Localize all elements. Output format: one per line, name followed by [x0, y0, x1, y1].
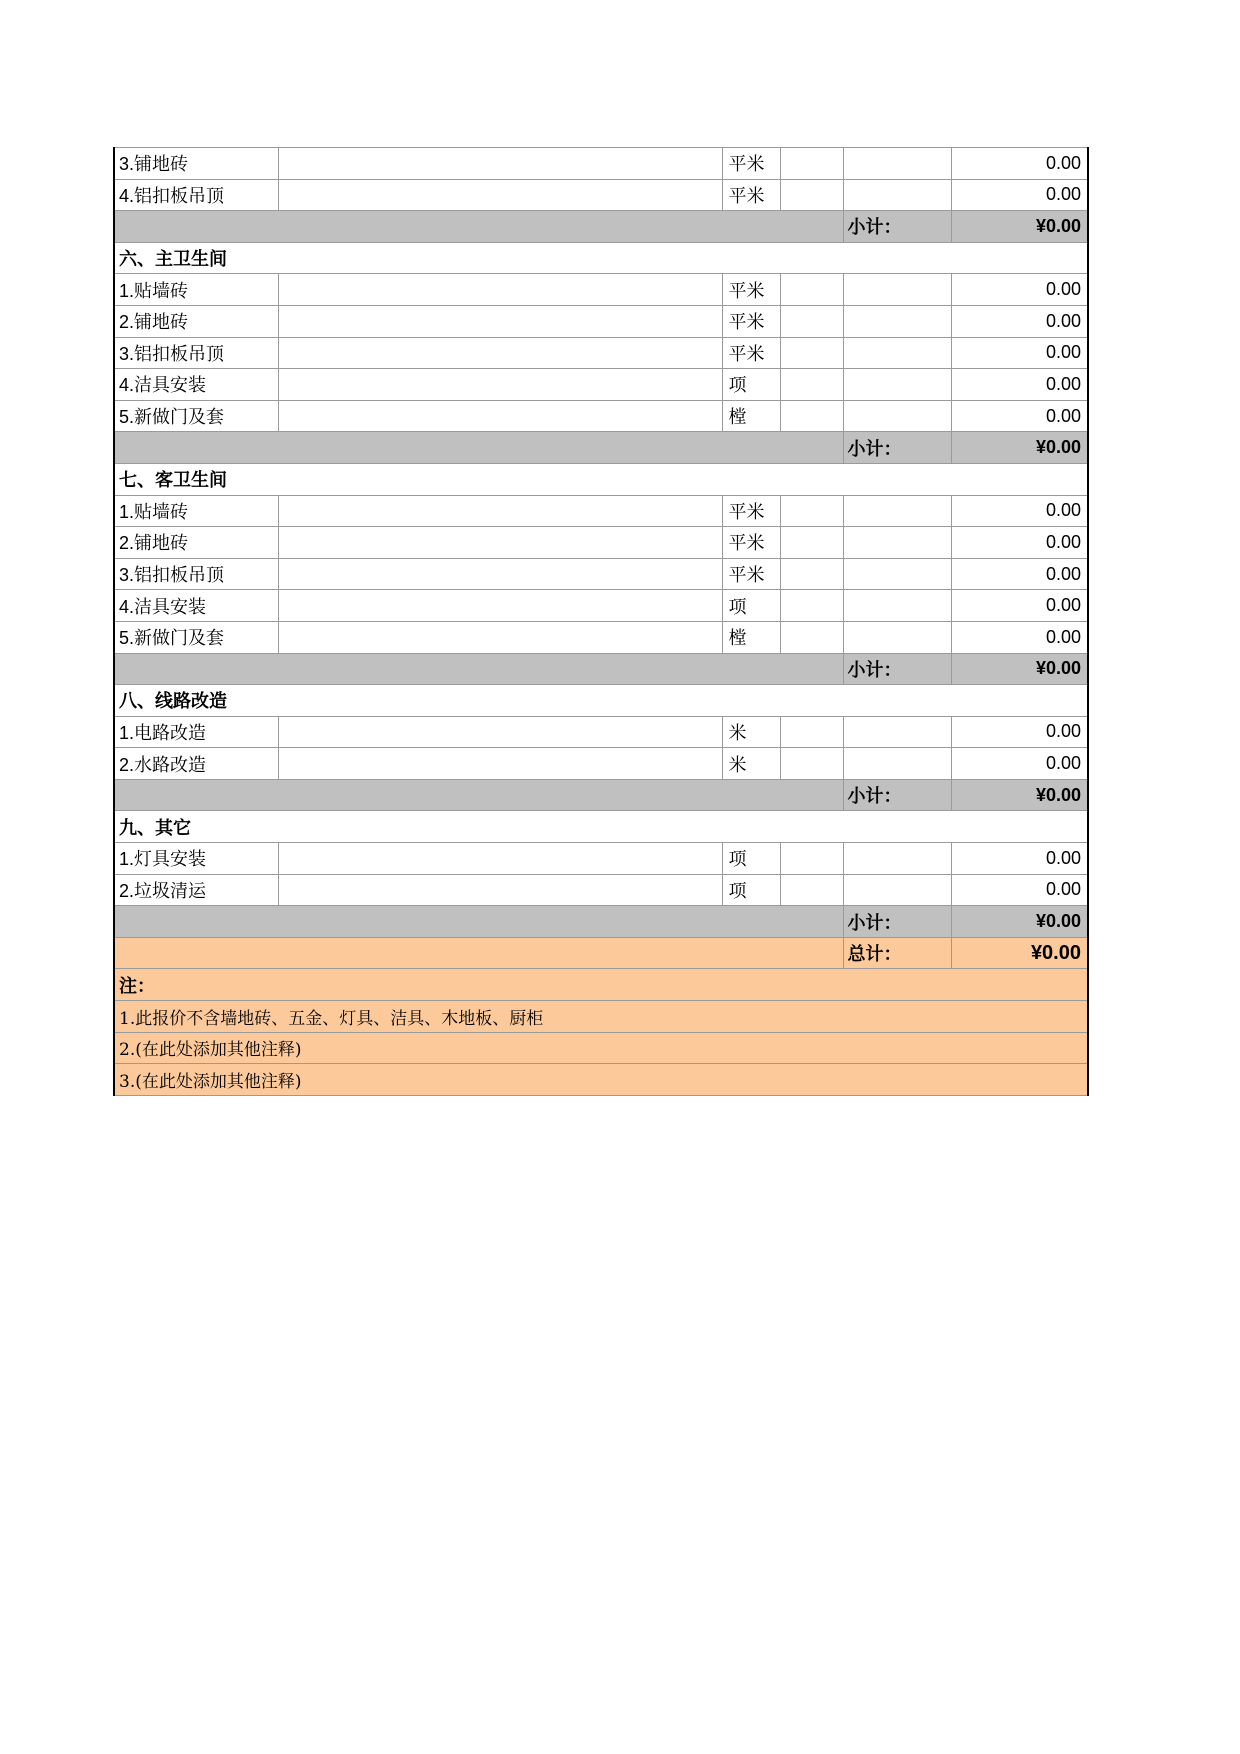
total-label: 总计：	[843, 937, 951, 969]
subtotal-amount[interactable]: ¥0.00	[951, 211, 1088, 243]
item-amount-cell[interactable]: 0.00	[951, 148, 1088, 180]
item-spec-cell[interactable]	[278, 305, 722, 337]
subtotal-row	[114, 906, 1088, 938]
section-title: 九、其它	[114, 811, 1088, 843]
subtotal-row	[114, 432, 1088, 464]
item-name-cell[interactable]: 4.洁具安装	[114, 590, 278, 622]
table-row	[114, 369, 1088, 401]
item-amount-cell[interactable]: 0.00	[951, 590, 1088, 622]
item-quantity-cell[interactable]	[780, 369, 843, 401]
item-quantity-cell[interactable]	[780, 495, 843, 527]
item-name-cell[interactable]: 1.贴墙砖	[114, 495, 278, 527]
item-quantity-cell[interactable]	[780, 179, 843, 211]
total-spacer	[114, 937, 843, 969]
table-row	[114, 590, 1088, 622]
item-unit-cell[interactable]: 平米	[722, 274, 780, 306]
item-price-cell[interactable]	[843, 148, 951, 180]
item-unit-cell[interactable]: 项	[722, 843, 780, 875]
subtotal-spacer	[114, 779, 843, 811]
subtotal-row	[114, 779, 1088, 811]
item-name-cell[interactable]: 2.水路改造	[114, 748, 278, 780]
subtotal-amount[interactable]: ¥0.00	[951, 906, 1088, 938]
item-name-cell[interactable]: 2.垃圾清运	[114, 874, 278, 906]
quotation-table	[113, 147, 1089, 1096]
table-row	[114, 748, 1088, 780]
item-amount-cell[interactable]: 0.00	[951, 369, 1088, 401]
item-quantity-cell[interactable]	[780, 400, 843, 432]
item-spec-cell[interactable]	[278, 369, 722, 401]
table-row	[114, 874, 1088, 906]
note-text[interactable]: 1.此报价不含墙地砖、五金、灯具、洁具、木地板、厨柜	[114, 1001, 1088, 1033]
item-unit-cell[interactable]: 平米	[722, 179, 780, 211]
item-name-cell[interactable]: 5.新做门及套	[114, 621, 278, 653]
item-unit-cell[interactable]: 项	[722, 590, 780, 622]
item-name-cell[interactable]: 1.电路改造	[114, 716, 278, 748]
item-spec-cell[interactable]	[278, 148, 722, 180]
section-title: 七、客卫生间	[114, 463, 1088, 495]
subtotal-spacer	[114, 432, 843, 464]
item-amount-cell[interactable]: 0.00	[951, 527, 1088, 559]
table-row	[114, 305, 1088, 337]
item-unit-cell[interactable]: 平米	[722, 305, 780, 337]
notes-header-row	[114, 969, 1088, 1001]
quotation-table-body	[114, 148, 1088, 1096]
item-amount-cell[interactable]: 0.00	[951, 400, 1088, 432]
subtotal-row	[114, 653, 1088, 685]
item-price-cell[interactable]	[843, 305, 951, 337]
item-quantity-cell[interactable]	[780, 874, 843, 906]
item-name-cell[interactable]: 3.铝扣板吊顶	[114, 337, 278, 369]
item-price-cell[interactable]	[843, 748, 951, 780]
subtotal-spacer	[114, 653, 843, 685]
item-amount-cell[interactable]: 0.00	[951, 305, 1088, 337]
item-amount-cell[interactable]: 0.00	[951, 621, 1088, 653]
item-amount-cell[interactable]: 0.00	[951, 874, 1088, 906]
item-amount-cell[interactable]: 0.00	[951, 337, 1088, 369]
item-amount-cell[interactable]: 0.00	[951, 495, 1088, 527]
item-quantity-cell[interactable]	[780, 590, 843, 622]
table-row	[114, 148, 1088, 180]
subtotal-label: 小计：	[843, 906, 951, 938]
item-spec-cell[interactable]	[278, 337, 722, 369]
item-name-cell[interactable]: 5.新做门及套	[114, 400, 278, 432]
item-quantity-cell[interactable]	[780, 843, 843, 875]
item-price-cell[interactable]	[843, 495, 951, 527]
item-amount-cell[interactable]: 0.00	[951, 179, 1088, 211]
item-quantity-cell[interactable]	[780, 337, 843, 369]
item-amount-cell[interactable]: 0.00	[951, 748, 1088, 780]
item-unit-cell[interactable]: 项	[722, 369, 780, 401]
item-amount-cell[interactable]: 0.00	[951, 274, 1088, 306]
item-quantity-cell[interactable]	[780, 305, 843, 337]
item-spec-cell[interactable]	[278, 558, 722, 590]
item-name-cell[interactable]: 1.灯具安装	[114, 843, 278, 875]
item-price-cell[interactable]	[843, 590, 951, 622]
item-quantity-cell[interactable]	[780, 274, 843, 306]
item-price-cell[interactable]	[843, 874, 951, 906]
table-row	[114, 274, 1088, 306]
item-unit-cell[interactable]: 平米	[722, 558, 780, 590]
item-name-cell[interactable]: 2.铺地砖	[114, 305, 278, 337]
item-name-cell[interactable]: 1.贴墙砖	[114, 274, 278, 306]
table-row	[114, 716, 1088, 748]
subtotal-label: 小计：	[843, 211, 951, 243]
item-amount-cell[interactable]: 0.00	[951, 558, 1088, 590]
item-spec-cell[interactable]	[278, 527, 722, 559]
item-amount-cell[interactable]: 0.00	[951, 843, 1088, 875]
subtotal-label: 小计：	[843, 779, 951, 811]
item-spec-cell[interactable]	[278, 748, 722, 780]
note-row	[114, 1032, 1088, 1064]
section-title: 六、主卫生间	[114, 242, 1088, 274]
item-price-cell[interactable]	[843, 527, 951, 559]
note-text[interactable]: 3.(在此处添加其他注释)	[114, 1064, 1088, 1096]
item-name-cell[interactable]: 2.铺地砖	[114, 527, 278, 559]
section-header-row	[114, 811, 1088, 843]
item-spec-cell[interactable]	[278, 843, 722, 875]
item-unit-cell[interactable]: 樘	[722, 400, 780, 432]
table-row	[114, 337, 1088, 369]
table-row	[114, 527, 1088, 559]
item-name-cell[interactable]: 3.铺地砖	[114, 148, 278, 180]
item-name-cell[interactable]: 3.铝扣板吊顶	[114, 558, 278, 590]
notes-title: 注：	[114, 969, 1088, 1001]
item-spec-cell[interactable]	[278, 621, 722, 653]
item-spec-cell[interactable]	[278, 495, 722, 527]
subtotal-amount[interactable]: ¥0.00	[951, 432, 1088, 464]
subtotal-amount[interactable]: ¥0.00	[951, 779, 1088, 811]
item-spec-cell[interactable]	[278, 716, 722, 748]
item-quantity-cell[interactable]	[780, 716, 843, 748]
item-quantity-cell[interactable]	[780, 621, 843, 653]
subtotal-label: 小计：	[843, 432, 951, 464]
item-spec-cell[interactable]	[278, 874, 722, 906]
item-unit-cell[interactable]: 平米	[722, 495, 780, 527]
item-spec-cell[interactable]	[278, 179, 722, 211]
item-unit-cell[interactable]: 樘	[722, 621, 780, 653]
item-unit-cell[interactable]: 米	[722, 716, 780, 748]
item-name-cell[interactable]: 4.铝扣板吊顶	[114, 179, 278, 211]
item-unit-cell[interactable]: 平米	[722, 337, 780, 369]
note-row	[114, 1001, 1088, 1033]
section-title: 八、线路改造	[114, 685, 1088, 717]
subtotal-label: 小计：	[843, 653, 951, 685]
item-price-cell[interactable]	[843, 337, 951, 369]
item-unit-cell[interactable]: 米	[722, 748, 780, 780]
table-row	[114, 843, 1088, 875]
item-amount-cell[interactable]: 0.00	[951, 716, 1088, 748]
item-unit-cell[interactable]: 项	[722, 874, 780, 906]
grand-total-amount[interactable]: ¥0.00	[951, 937, 1088, 969]
note-text[interactable]: 2.(在此处添加其他注释)	[114, 1032, 1088, 1064]
item-price-cell[interactable]	[843, 400, 951, 432]
grand-total-row	[114, 937, 1088, 969]
item-price-cell[interactable]	[843, 716, 951, 748]
section-header-row	[114, 242, 1088, 274]
item-price-cell[interactable]	[843, 179, 951, 211]
subtotal-spacer	[114, 906, 843, 938]
item-quantity-cell[interactable]	[780, 148, 843, 180]
table-row	[114, 400, 1088, 432]
item-spec-cell[interactable]	[278, 590, 722, 622]
item-price-cell[interactable]	[843, 843, 951, 875]
item-spec-cell[interactable]	[278, 400, 722, 432]
table-row	[114, 558, 1088, 590]
item-price-cell[interactable]	[843, 558, 951, 590]
item-price-cell[interactable]	[843, 621, 951, 653]
subtotal-row	[114, 211, 1088, 243]
item-quantity-cell[interactable]	[780, 558, 843, 590]
item-price-cell[interactable]	[843, 274, 951, 306]
item-spec-cell[interactable]	[278, 274, 722, 306]
item-unit-cell[interactable]: 平米	[722, 148, 780, 180]
section-header-row	[114, 463, 1088, 495]
table-row	[114, 621, 1088, 653]
section-header-row	[114, 685, 1088, 717]
note-row	[114, 1064, 1088, 1096]
subtotal-spacer	[114, 211, 843, 243]
item-unit-cell[interactable]: 平米	[722, 527, 780, 559]
subtotal-amount[interactable]: ¥0.00	[951, 653, 1088, 685]
table-row	[114, 495, 1088, 527]
item-quantity-cell[interactable]	[780, 748, 843, 780]
table-row	[114, 179, 1088, 211]
item-price-cell[interactable]	[843, 369, 951, 401]
item-name-cell[interactable]: 4.洁具安装	[114, 369, 278, 401]
item-quantity-cell[interactable]	[780, 527, 843, 559]
